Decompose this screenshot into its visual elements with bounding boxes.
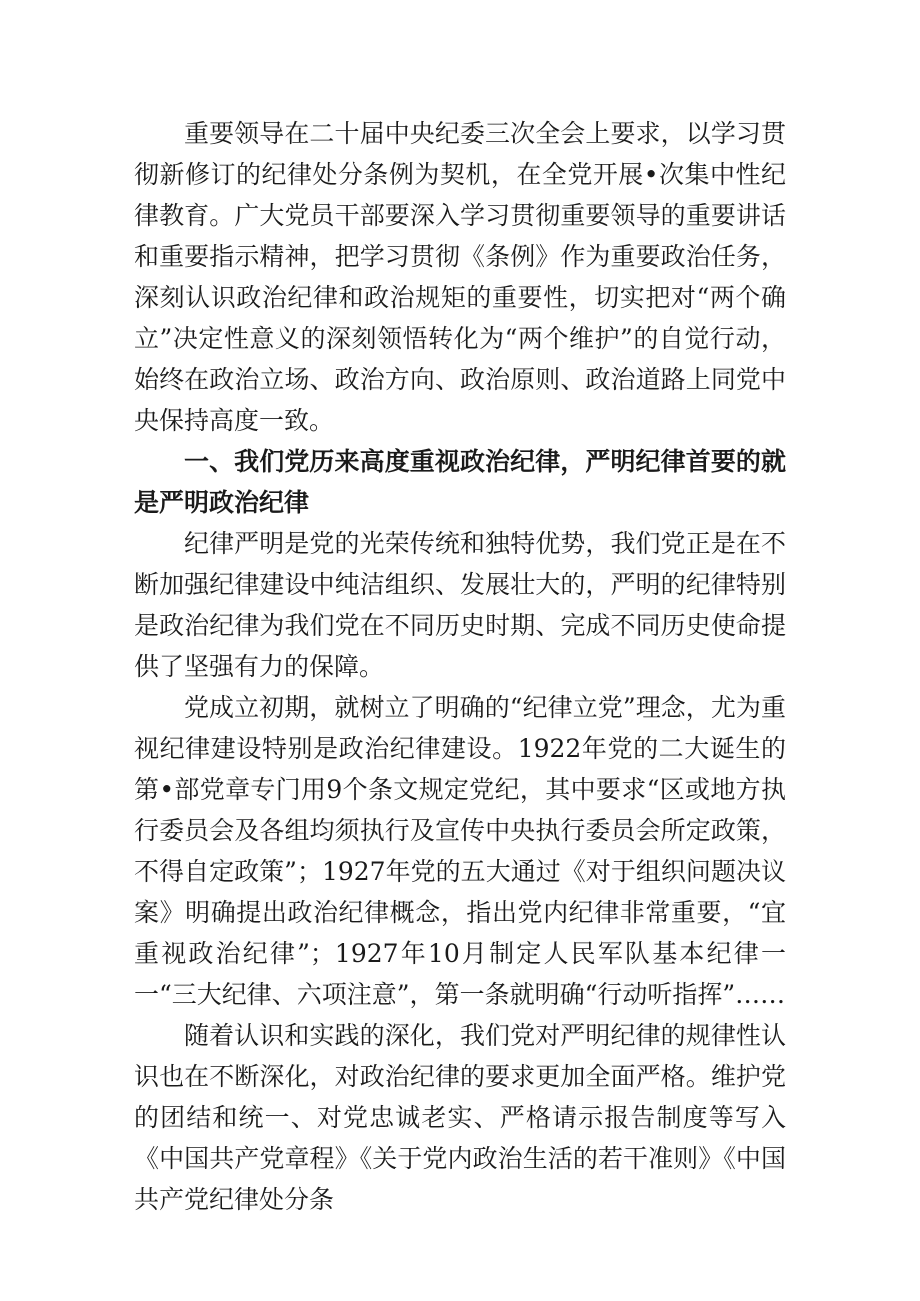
document-page	[134, 113, 786, 1220]
paragraph-deepening-understanding: 随着认识和实践的深化，我们党对严明纪律的规律性认识也在不断深化，对政治纪律的要求更加全面严格。维护党的团结和统一、对党忠诚老实、严格请示报告制度等写入《中国共产党章程》《关于党内政治生活的若干准则》《中国共产党纪律处分条	[134, 1021, 786, 1214]
paragraph-discipline-tradition: 纪律严明是党的光荣传统和独特优势，我们党正是在不断加强纪律建设中纯洁组织、发展壮大的，严明的纪律特别是政治纪律为我们党在不同历史时期、完成不同历史使命提供了坚强有力的保障。	[134, 529, 786, 681]
section-heading-1: 一、我们党历来高度重视政治纪律，严明纪律首要的就是严明政治纪律	[134, 447, 786, 517]
paragraph-early-history: 党成立初期，就树立了明确的“纪律立党”理念，尤为重视纪律建设特别是政治纪律建设。1922年党的二大诞生的第•部党章专门用9个条文规定党纪，其中要求“区或地方执行委员会及各组均须执行及宣传中央执行委员会所定政策，不得自定政策”；1927年党的五大通过《对于组织问题决议案》明确提出政治纪律概念，指出党内纪律非常重要，“宜重视政治纪律”；1927年10月制定人民军队基本纪律一一“三大纪律、六项注意”，第一条就明确“行动听指挥”……	[134, 693, 786, 1009]
paragraph-intro: 重要领导在二十届中央纪委三次全会上要求，以学习贯彻新修订的纪律处分条例为契机，在全党开展•次集中性纪律教育。广大党员干部要深入学习贯彻重要领导的重要讲话和重要指示精神，把学习贯彻《条例》作为重要政治任务，深刻认识政治纪律和政治规矩的重要性，切实把对“两个确立”决定性意义的深刻领悟转化为“两个维护”的自觉行动，始终在政治立场、政治方向、政治原则、政治道路上同党中央保持高度一致。	[134, 119, 786, 435]
